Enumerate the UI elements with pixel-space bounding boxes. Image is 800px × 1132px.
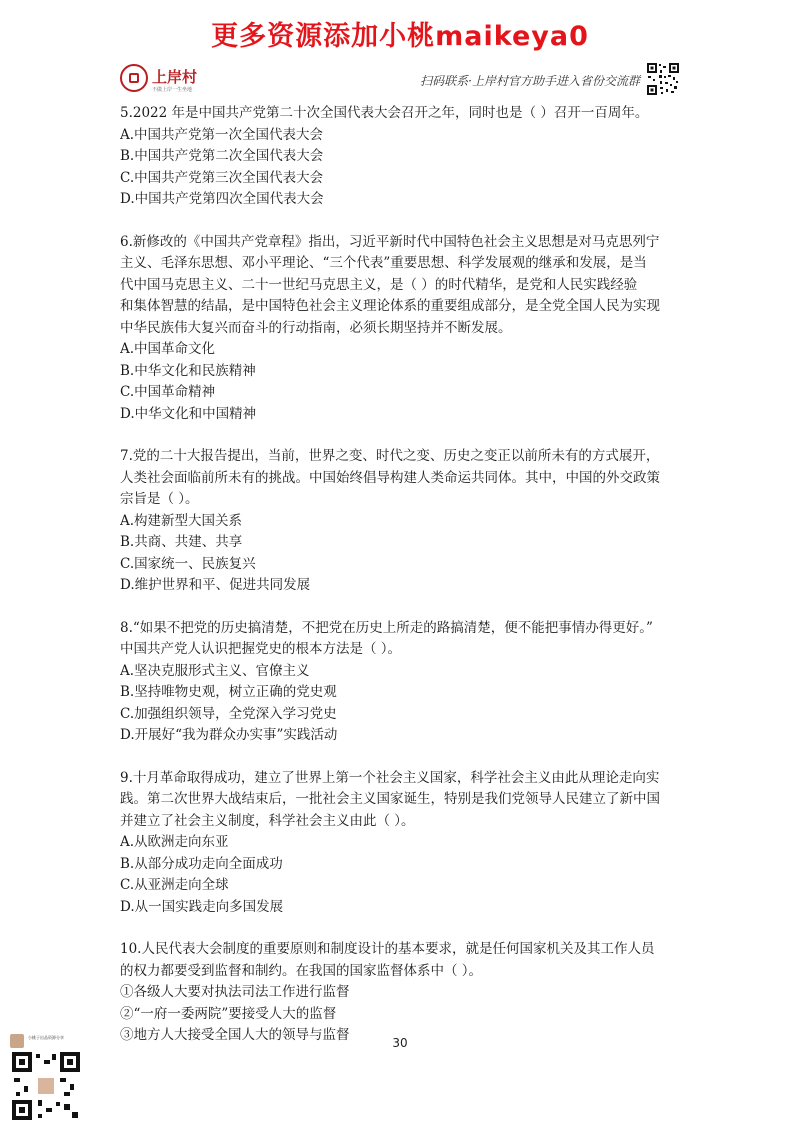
question-line: ②“一府一委两院”要接受人大的监督 bbox=[120, 1005, 337, 1022]
brand-slogan: 不做上岸一生坐地 bbox=[152, 87, 193, 93]
question-line: B.坚持唯物史观，树立正确的党史观 bbox=[120, 684, 337, 700]
question-line: 7.党的二十大报告提出，当前，世界之变、时代之变、历史之变正以前所未有的方式展开， bbox=[120, 448, 660, 464]
question-line: 中华民族伟大复兴而奋斗的行动指南，必须长期坚持并不断发展。 bbox=[120, 319, 512, 336]
qr-code-icon bbox=[10, 1050, 82, 1122]
question-line: A.坚决克服形式主义、官僚主义 bbox=[120, 662, 310, 679]
question-line: A.构建新型大国关系 bbox=[120, 512, 243, 529]
question-list bbox=[120, 103, 680, 1068]
question-line: 主义、毛泽东思想、邓小平理论、“三个代表”重要思想、科学发展观的继承和发展，是当 bbox=[120, 255, 647, 271]
question-line: ①各级人大要对执法司法工作进行监督 bbox=[120, 984, 350, 1000]
avatar bbox=[10, 1034, 24, 1048]
resource-banner: 更多资源添加小桃maikeya0 bbox=[211, 21, 589, 52]
question-line: 和集体智慧的结晶，是中国特色社会主义理论体系的重要组成部分，是全党全国人民为实现 bbox=[120, 298, 660, 314]
promo-corner bbox=[8, 1032, 118, 1124]
page-header bbox=[120, 62, 680, 100]
question-block bbox=[120, 446, 680, 597]
question-line: 代中国马克思主义、二十一世纪马克思主义，是（ ）的时代精华，是党和人民实践经验 bbox=[120, 276, 638, 293]
question-line: B.共商、共建、共享 bbox=[120, 534, 243, 550]
question-line: C.中国革命精神 bbox=[120, 384, 216, 400]
question-line: C.从亚洲走向全球 bbox=[120, 877, 229, 893]
question-block bbox=[120, 768, 680, 919]
question-line: D.中华文化和中国精神 bbox=[120, 405, 257, 422]
promo-caption: 小桃子出品资源分享 bbox=[28, 1035, 64, 1040]
question-line: A.从欧洲走向东亚 bbox=[120, 834, 229, 850]
question-line: 践。第二次世界大战结束后，一批社会主义国家诞生，特别是我们党领导人民建立了新中国 bbox=[120, 791, 660, 807]
question-line: A.中国共产党第一次全国代表大会 bbox=[120, 126, 324, 143]
question-line: C.国家统一、民族复兴 bbox=[120, 555, 256, 572]
question-line: B.中华文化和民族精神 bbox=[120, 362, 256, 379]
question-line: 宗旨是（ ）。 bbox=[120, 491, 199, 507]
question-line: 5.2022 年是中国共产党第二十次全国代表大会召开之年，同时也是（ ）召开一百周年。 bbox=[120, 105, 649, 121]
question-line: D.维护世界和平、促进共同发展 bbox=[120, 577, 311, 593]
brand-name: 上岸村 bbox=[152, 68, 198, 86]
question-block bbox=[120, 232, 680, 426]
qr-code-icon bbox=[646, 62, 680, 96]
question-line: D.中国共产党第四次全国代表大会 bbox=[120, 191, 324, 207]
question-line: D.从一国实践走向多国发展 bbox=[120, 898, 284, 915]
question-line: 人类社会面临前所未有的挑战。中国始终倡导构建人类命运共同体。其中，中国的外交政策 bbox=[120, 469, 660, 486]
question-line: B.从部分成功走向全面成功 bbox=[120, 855, 283, 872]
question-block bbox=[120, 618, 680, 747]
question-line: C.加强组织领导，全党深入学习党史 bbox=[120, 705, 337, 722]
question-line: C.中国共产党第三次全国代表大会 bbox=[120, 169, 324, 186]
question-line: A.中国革命文化 bbox=[120, 341, 216, 357]
question-line: ③地方人大接受全国人大的领导与监督 bbox=[120, 1027, 350, 1043]
brand-logo bbox=[120, 62, 230, 98]
question-line: 10.人民代表大会制度的重要原则和制度设计的基本要求，就是任何国家机关及其工作人员 bbox=[120, 941, 655, 957]
question-block bbox=[120, 103, 680, 211]
question-line: 6.新修改的《中国共产党章程》指出，习近平新时代中国特色社会主义思想是对马克思列宁 bbox=[120, 233, 660, 250]
question-line: 并建立了社会主义制度，科学社会主义由此（ ）。 bbox=[120, 812, 415, 829]
question-line: 中国共产党人认识把握党史的根本方法是（ ）。 bbox=[120, 641, 402, 657]
question-line: D.开展好“我为群众办实事”实践活动 bbox=[120, 727, 338, 743]
page-number: 30 bbox=[392, 1036, 408, 1050]
question-line: B.中国共产党第二次全国代表大会 bbox=[120, 148, 324, 164]
question-line: 8.“如果不把党的历史搞清楚，不把党在历史上所走的路搞清楚，便不能把事情办得更好。” bbox=[120, 619, 653, 636]
seal-icon bbox=[120, 64, 148, 92]
question-line: 的权力都要受到监督和制约。在我国的国家监督体系中（ ）。 bbox=[120, 962, 483, 979]
question-block bbox=[120, 939, 680, 1047]
contact-note: 扫码联系·上岸村官方助手进入省份交流群 bbox=[420, 74, 640, 88]
question-line: 9.十月革命取得成功，建立了世界上第一个社会主义国家，科学社会主义由此从理论走向实 bbox=[120, 769, 660, 786]
